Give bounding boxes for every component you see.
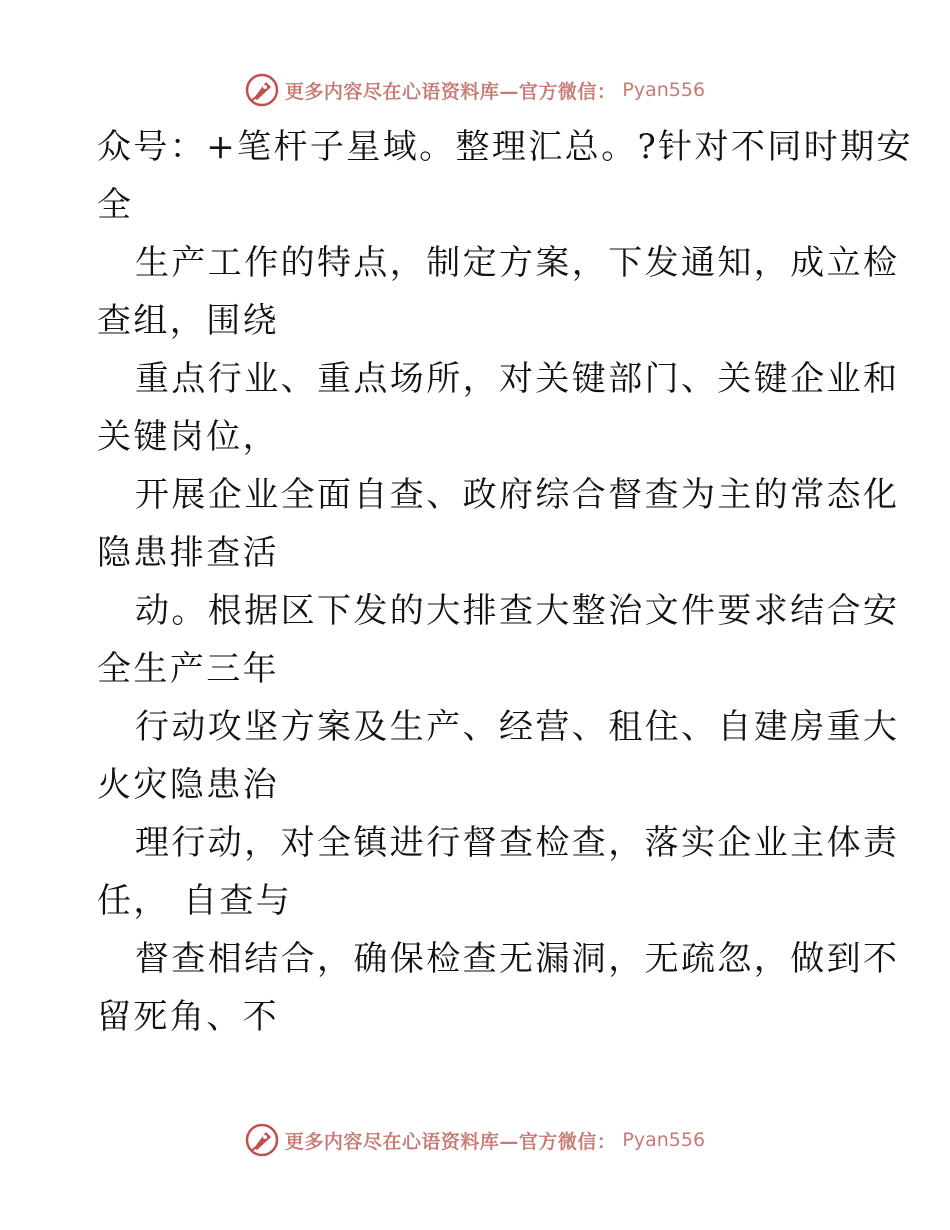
watermark-text: 更多内容尽在心语资料库—官方微信： [284,1130,617,1153]
text-line: 火灾隐患治 [97,765,279,805]
text-line: 生产工作的特点，制定方案，下发通知，成立检 [135,243,900,283]
text-line: 重点行业、重点场所，对关键部门、关键企业和 [135,359,900,399]
text-line: 全生产三年 [97,649,279,689]
text-line: 全 [97,185,134,225]
text-line: 督查相结合，确保检查无漏洞，无疏忽，做到不 [135,939,900,979]
text-line: 开展企业全面自查、政府综合督查为主的常态化 [135,475,900,515]
watermark-text: 更多内容尽在心语资料库—官方微信： [284,80,617,103]
text-line: 任， 自查与 [97,881,293,921]
text-line: 隐患排查活 [97,533,279,573]
text-line: 留死角、不 [97,997,279,1037]
text-line: 行动攻坚方案及生产、经营、租住、自建房重大 [135,707,900,747]
watermark-contact: Pyan556 [622,79,706,101]
text-line: 动。根据区下发的大排查大整治文件要求结合安 [135,591,900,631]
text-line: 理行动，对全镇进行督查检查，落实企业主体责 [135,823,900,863]
text-line: 查组，围绕 [97,301,279,341]
text-line: 关键岗位， [97,417,279,457]
watermark-contact: Pyan556 [622,1129,706,1151]
pen-nib-logo-icon [245,1123,279,1157]
text-line: 众号：+笔杆子星域。整理汇总。?针对不同时期安 [97,127,913,167]
footer-watermark [0,1120,950,1160]
header-watermark [0,70,950,110]
document-body [97,118,913,1046]
pen-nib-logo-icon [245,73,279,107]
